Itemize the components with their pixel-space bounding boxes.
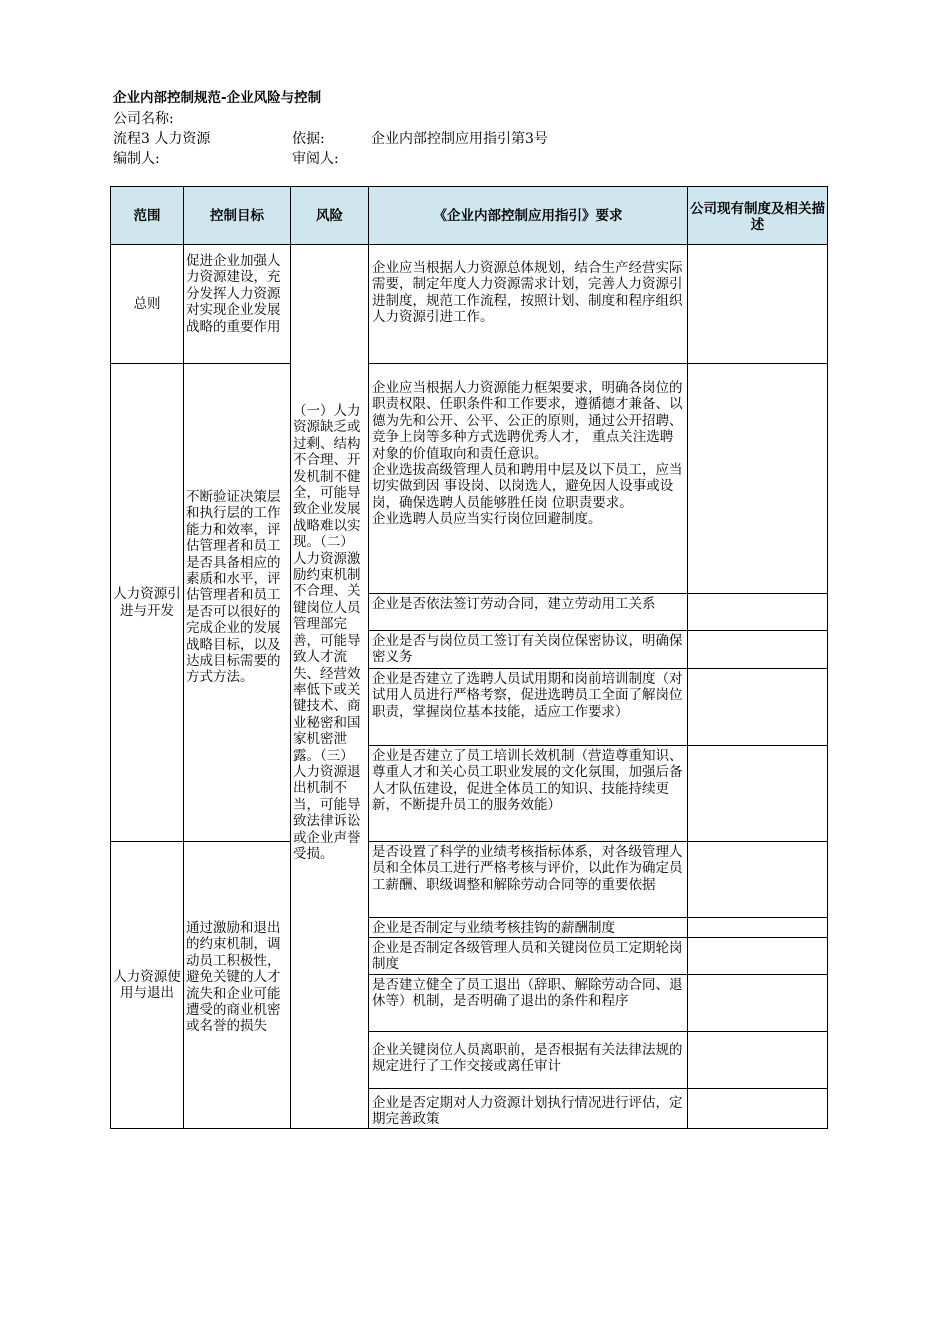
scope-cell: 人力资源引进与开发 xyxy=(111,364,184,842)
header-objective: 控制目标 xyxy=(184,187,291,245)
table-header-row xyxy=(111,187,828,245)
current-cell xyxy=(688,594,828,631)
current-cell xyxy=(688,245,828,364)
requirement-cell: 企业应当根据人力资源能力框架要求，明确各岗位的职责权限、任职条件和工作要求，遵循德才兼备、以德为先和公开、公平、公正的原则，通过公开招聘、竞争上岗等多种方式选聘优秀人才， 重点关注选聘对象的价值取向和责任意识。 企业选拔高级管理人员和聘用中层及以下员工，应当切实做到因 事设岗、以岗选人，避免因人设事或设岗，确保选聘人员能够胜任岗 位职责要求。 企业选聘人员应当实行岗位回避制度。 xyxy=(369,364,688,594)
header-risk: 风险 xyxy=(291,187,369,245)
page-title: 企业内部控制规范-企业风险与控制 xyxy=(113,90,322,106)
table-row xyxy=(111,364,828,594)
requirement-cell: 企业应当根据人力资源总体规划，结合生产经营实际需要，制定年度人力资源需求计划，完善人力资源引进制度，规范工作流程，按照计划、制度和程序组织人力资源引进工作。 xyxy=(369,245,688,364)
objective-cell: 促进企业加强人力资源建设，充分发挥人力资源对实现企业发展战略的重要作用 xyxy=(184,245,291,364)
control-table xyxy=(110,186,828,1129)
requirement-cell: 企业是否制定各级管理人员和关键岗位员工定期轮岗制度 xyxy=(369,938,688,975)
requirement-cell: 企业是否定期对人力资源计划执行情况进行评估，定期完善政策 xyxy=(369,1089,688,1129)
current-cell xyxy=(688,746,828,842)
header-scope: 范围 xyxy=(111,187,184,245)
current-cell xyxy=(688,669,828,746)
scope-cell: 总则 xyxy=(111,245,184,364)
current-cell xyxy=(688,918,828,938)
basis-label: 依据: xyxy=(292,131,325,147)
table-row xyxy=(111,245,828,364)
requirement-cell: 是否建立健全了员工退出（辞职、解除劳动合同、退休等）机制，是否明确了退出的条件和程序 xyxy=(369,975,688,1032)
requirement-cell: 是否设置了科学的业绩考核指标体系，对各级管理人员和全体员工进行严格考核与评价，以此作为确定员工薪酬、职级调整和解除劳动合同等的重要依据 xyxy=(369,842,688,918)
requirement-cell: 企业是否与岗位员工签订有关岗位保密协议，明确保密义务 xyxy=(369,631,688,669)
current-cell xyxy=(688,1089,828,1129)
preparer-label: 编制人: xyxy=(113,151,160,167)
requirement-cell: 企业关键岗位人员离职前，是否根据有关法律法规的规定进行了工作交接或离任审计 xyxy=(369,1032,688,1089)
current-cell xyxy=(688,1032,828,1089)
requirement-cell: 企业是否依法签订劳动合同，建立劳动用工关系 xyxy=(369,594,688,631)
requirement-cell: 企业是否建立了选聘人员试用期和岗前培训制度（对试用人员进行严格考察，促进选聘员工全面了解岗位职责，掌握岗位基本技能，适应工作要求） xyxy=(369,669,688,746)
header-current: 公司现有制度及相关描述 xyxy=(688,187,828,245)
objective-cell: 不断验证决策层和执行层的工作能力和效率，评估管理者和员工是否具备相应的素质和水平，评估管理者和员工是否可以很好的完成企业的发展战略目标，以及达成目标需要的方式方法。 xyxy=(184,364,291,842)
requirement-cell: 企业是否制定与业绩考核挂钩的薪酬制度 xyxy=(369,918,688,938)
reviewer-label: 审阅人: xyxy=(292,151,339,167)
table-row xyxy=(111,842,828,918)
current-cell xyxy=(688,938,828,975)
scope-cell: 人力资源使用与退出 xyxy=(111,842,184,1129)
requirement-cell: 企业是否建立了员工培训长效机制（营造尊重知识、尊重人才和关心员工职业发展的文化氛围，加强后备人才队伍建设，促进全体员工的知识、技能持续更新，不断提升员工的服务效能） xyxy=(369,746,688,842)
risk-cell: （一）人力资源缺乏或过剩、结构不合理、开发机制不健全，可能导致企业发展战略难以实现。（二）人力资源激励约束机制不合理、关键岗位人员管理部完善，可能导致人才流失、经营效率低下或关键技术、商业秘密和国家机密泄露。（三）人力资源退出机制不当，可能导致法律诉讼或企业声誉受损。 xyxy=(291,245,369,1129)
current-cell xyxy=(688,631,828,669)
objective-cell: 通过激励和退出的约束机制，调动员工积极性，避免关键的人才流失和企业可能遭受的商业机密或名誉的损失 xyxy=(184,842,291,1129)
process-label: 流程3 人力资源 xyxy=(113,131,211,147)
current-cell xyxy=(688,364,828,594)
basis-value: 企业内部控制应用指引第3号 xyxy=(371,131,548,147)
header-requirement: 《企业内部控制应用指引》要求 xyxy=(369,187,688,245)
current-cell xyxy=(688,975,828,1032)
current-cell xyxy=(688,842,828,918)
company-name-label: 公司名称: xyxy=(113,111,174,127)
